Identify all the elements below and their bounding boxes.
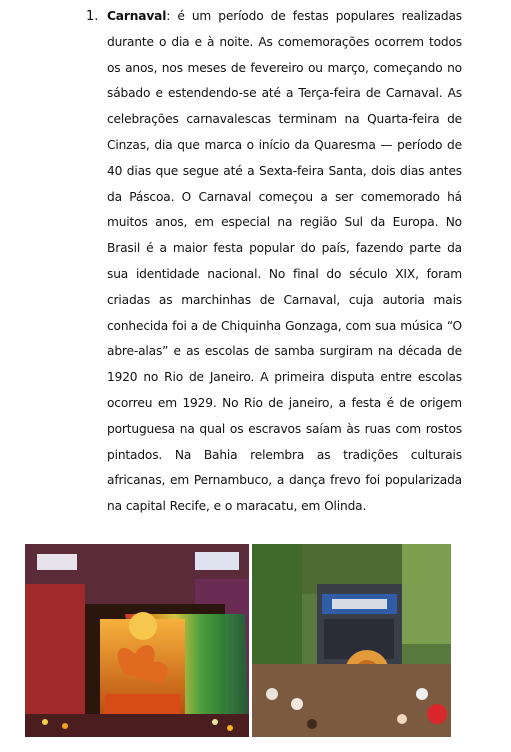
paragraph-body: : é um período de festas populares realizadas durante o dia e à noite. As comemorações ocorrem todos os anos, nos meses de fevereiro ou março, começando no sábado e estendendo-se até a Terça-feira de Carnaval. As celebrações carnavalescas terminam na Quarta-feira de Cinzas, dia que marca o início da Quaresma — período de 40 dias que segue até a Sexta-feira Santa, dois dias antes da Páscoa. O Carnaval começou a ser comemorado há muitos anos, em especial na região Sul da Europa. No Brasil é a maior festa popular do país, fazendo parte da sua identidade nacional. No final do século XIX, foram criadas as marchinhas de Carnaval, cuja autoria mais conhecida foi a de Chiquinha Gonzaga, com sua música “O abre-alas” e as escolas de samba surgiram na década de 1920 no Rio de Janeiro. A primeira disputa entre escolas ocorreu em 1929. No Rio de janeiro, a festa é de origem portuguesa na qual os escravos saíam às ruas com rostos pintados. Na Bahia relembra as tradições culturais africanas, em Pernambuco, a dança frevo foi popularizada na capital Recife, e o maracatu, em Olinda.	[107, 9, 462, 514]
list-number: 1.	[86, 9, 99, 24]
item-title: Carnaval	[107, 9, 167, 23]
samba-parade-image	[25, 544, 249, 737]
bahia-carnival-photo	[252, 544, 451, 737]
photo-row	[25, 544, 451, 737]
trio-eletrico-image	[252, 544, 451, 737]
samba-parade-photo	[25, 544, 249, 737]
paragraph	[107, 4, 462, 520]
